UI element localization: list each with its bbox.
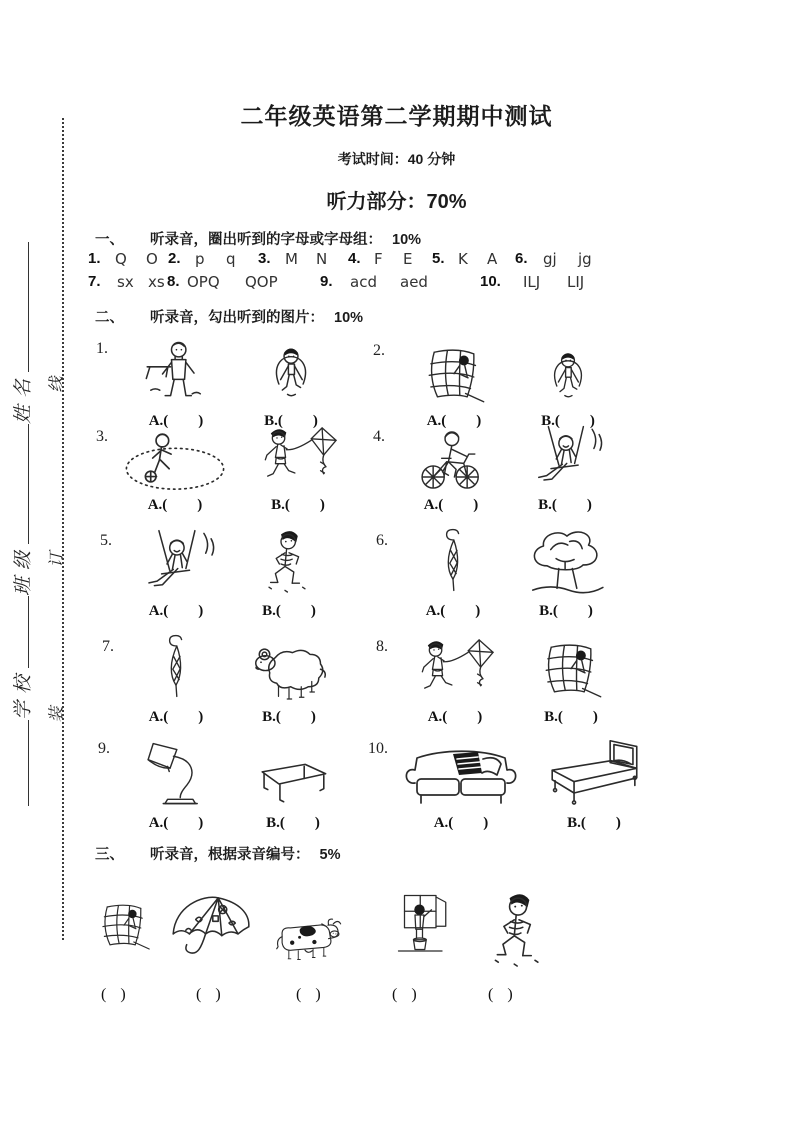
section1-score: 10% xyxy=(392,232,422,248)
item3-option-b[interactable]: B.( ) xyxy=(271,497,325,513)
section3-title: 听录音，根据录音编号： xyxy=(150,847,310,863)
item8-number: 8. xyxy=(376,638,388,655)
q8-number: 8. xyxy=(167,273,180,290)
s3-picture-2 xyxy=(166,890,256,976)
s3-answer-3[interactable]: ( ) xyxy=(296,986,321,1003)
item10-number: 10. xyxy=(368,740,388,757)
q10-option-a[interactable]: ILJ xyxy=(523,273,541,291)
q3-option-b[interactable]: N xyxy=(316,250,328,268)
child-playing-football-image xyxy=(119,426,231,494)
picture-item-5 xyxy=(100,528,344,620)
item1-number: 1. xyxy=(96,340,108,357)
s3-picture-5 xyxy=(486,880,552,986)
q4-option-a[interactable]: F xyxy=(374,250,383,268)
section1-number: 一、 xyxy=(95,232,124,248)
item9-option-b[interactable]: B.( ) xyxy=(266,815,320,831)
child-riding-bicycle-image xyxy=(411,426,491,494)
child-on-swing-image xyxy=(523,424,607,494)
child-climbing-net-image xyxy=(96,880,152,976)
q4-number: 4. xyxy=(348,250,361,267)
picture-item-9 xyxy=(98,736,350,832)
section3-heading xyxy=(95,843,340,864)
binding-margin-fields xyxy=(8,194,35,806)
item10-option-b[interactable]: B.( ) xyxy=(567,815,621,831)
section2-title: 听录音，勾出听到的图片： xyxy=(150,310,324,326)
s3-picture-4 xyxy=(388,878,448,982)
picture-item-10 xyxy=(368,736,658,832)
q8-option-b[interactable]: QOP xyxy=(245,273,278,291)
q9-option-b[interactable]: aed xyxy=(400,273,428,291)
section2-heading xyxy=(95,306,363,327)
picture-item-6 xyxy=(376,528,624,620)
picture-item-8 xyxy=(376,634,626,726)
child-flying-kite-image xyxy=(246,424,350,494)
table-image xyxy=(250,756,336,812)
section2-number: 二、 xyxy=(95,310,124,326)
q4-option-b[interactable]: E xyxy=(403,250,413,268)
bed-image xyxy=(538,736,650,812)
picture-item-7 xyxy=(102,634,348,726)
section2-score: 10% xyxy=(334,310,364,326)
item3-option-a[interactable]: A.( ) xyxy=(147,497,203,513)
desk-lamp-image xyxy=(141,736,211,812)
section3-number: 三、 xyxy=(95,847,124,863)
section3-score: 5% xyxy=(319,847,341,863)
binding-char-line: 线 xyxy=(46,376,66,393)
item1-option-a[interactable]: A.( ) xyxy=(148,413,204,429)
child-skipping-rope-image xyxy=(265,332,317,410)
child-skipping-rope-image xyxy=(544,338,592,410)
item2-option-b[interactable]: B.( ) xyxy=(541,413,595,429)
item4-number: 4. xyxy=(373,428,385,445)
closed-umbrella-image xyxy=(437,528,469,600)
q6-option-b[interactable]: jg xyxy=(578,250,592,268)
item6-option-b[interactable]: B.( ) xyxy=(539,603,593,619)
q10-option-b[interactable]: LIJ xyxy=(567,273,585,291)
name-blank-top[interactable] xyxy=(14,242,29,372)
name-blank[interactable] xyxy=(14,424,29,544)
s3-answer-2[interactable]: ( ) xyxy=(196,986,221,1003)
closed-umbrella-image xyxy=(160,634,192,706)
s3-answer-5[interactable]: ( ) xyxy=(488,986,513,1003)
binding-char-bind: 装 xyxy=(46,706,66,723)
s3-answer-1[interactable]: ( ) xyxy=(101,986,126,1003)
item6-number: 6. xyxy=(376,532,388,549)
q9-option-a[interactable]: acd xyxy=(350,273,377,291)
picture-item-4 xyxy=(373,424,621,514)
q7-option-b[interactable]: xs xyxy=(148,273,165,291)
s3-picture-1 xyxy=(96,880,152,976)
q2-option-b[interactable]: q xyxy=(226,250,236,268)
picture-item-1 xyxy=(96,336,346,430)
item8-option-b[interactable]: B.( ) xyxy=(544,709,598,725)
q1-option-a[interactable]: Q xyxy=(115,250,127,268)
item9-option-a[interactable]: A.( ) xyxy=(148,815,204,831)
child-climbing-net-image xyxy=(421,344,487,410)
q10-number: 10. xyxy=(480,273,501,290)
q8-option-a[interactable]: OPQ xyxy=(187,273,220,291)
sheep-image xyxy=(241,636,337,706)
q6-option-a[interactable]: gj xyxy=(543,250,557,268)
sofa-image xyxy=(399,742,523,812)
item7-number: 7. xyxy=(102,638,114,655)
item4-option-a[interactable]: A.( ) xyxy=(423,497,479,513)
picture-item-2 xyxy=(373,338,623,430)
open-umbrella-image xyxy=(166,890,256,976)
child-walking-image xyxy=(486,880,552,986)
child-on-swing-image xyxy=(133,528,219,600)
child-walking-image xyxy=(136,338,216,410)
name-label: 姓名 xyxy=(12,371,34,424)
item5-option-a[interactable]: A.( ) xyxy=(148,603,204,619)
q5-number: 5. xyxy=(432,250,445,267)
q3-number: 3. xyxy=(258,250,271,267)
item5-option-b[interactable]: B.( ) xyxy=(262,603,316,619)
item2-number: 2. xyxy=(373,342,385,359)
q1-number: 1. xyxy=(88,250,101,267)
listening-part-heading: 听力部分：70% xyxy=(326,191,467,213)
child-at-window-image xyxy=(388,878,448,982)
item4-option-b[interactable]: B.( ) xyxy=(538,497,592,513)
school-label: 学校 xyxy=(12,667,34,720)
class-label: 班级 xyxy=(12,543,34,596)
child-running-image xyxy=(261,528,317,600)
tree-image xyxy=(520,528,612,600)
q6-number: 6. xyxy=(515,250,528,267)
item8-option-a[interactable]: A.( ) xyxy=(427,709,483,725)
item7-option-a[interactable]: A.( ) xyxy=(148,709,204,725)
cow-image xyxy=(270,904,344,976)
item1-option-b[interactable]: B.( ) xyxy=(264,413,318,429)
picture-item-3 xyxy=(96,424,358,514)
class-blank[interactable] xyxy=(14,596,29,668)
q7-number: 7. xyxy=(88,273,101,290)
q3-option-a[interactable]: M xyxy=(285,250,298,268)
section1-title: 听录音，圈出听到的字母或字母组： xyxy=(150,232,382,248)
q7-option-a[interactable]: sx xyxy=(117,273,134,291)
child-climbing-net-image xyxy=(538,638,604,706)
item7-option-b[interactable]: B.( ) xyxy=(262,709,316,725)
item5-number: 5. xyxy=(100,532,112,549)
item3-number: 3. xyxy=(96,428,108,445)
q1-option-b[interactable]: O xyxy=(146,250,158,268)
page-title: 二年级英语第二学期期中测试 xyxy=(240,103,553,129)
school-blank[interactable] xyxy=(14,720,29,806)
s3-picture-3 xyxy=(270,904,344,976)
item10-option-a[interactable]: A.( ) xyxy=(433,815,489,831)
q9-number: 9. xyxy=(320,273,333,290)
item9-number: 9. xyxy=(98,740,110,757)
q2-number: 2. xyxy=(168,250,181,267)
binding-dotted-line xyxy=(62,118,64,940)
letters-row-2 xyxy=(88,273,584,291)
letters-row-1 xyxy=(88,250,592,268)
binding-char-staple: 订 xyxy=(46,551,66,568)
s3-answer-4[interactable]: ( ) xyxy=(392,986,417,1003)
exam-time: 考试时间：40 分钟 xyxy=(337,151,456,167)
q2-option-a[interactable]: p xyxy=(195,250,205,268)
section1-heading xyxy=(95,228,421,249)
q5-option-b[interactable]: A xyxy=(487,250,498,268)
q5-option-a[interactable]: K xyxy=(458,250,468,268)
item2-option-a[interactable]: A.( ) xyxy=(426,413,482,429)
item6-option-a[interactable]: A.( ) xyxy=(425,603,481,619)
child-flying-kite-image xyxy=(405,636,505,706)
